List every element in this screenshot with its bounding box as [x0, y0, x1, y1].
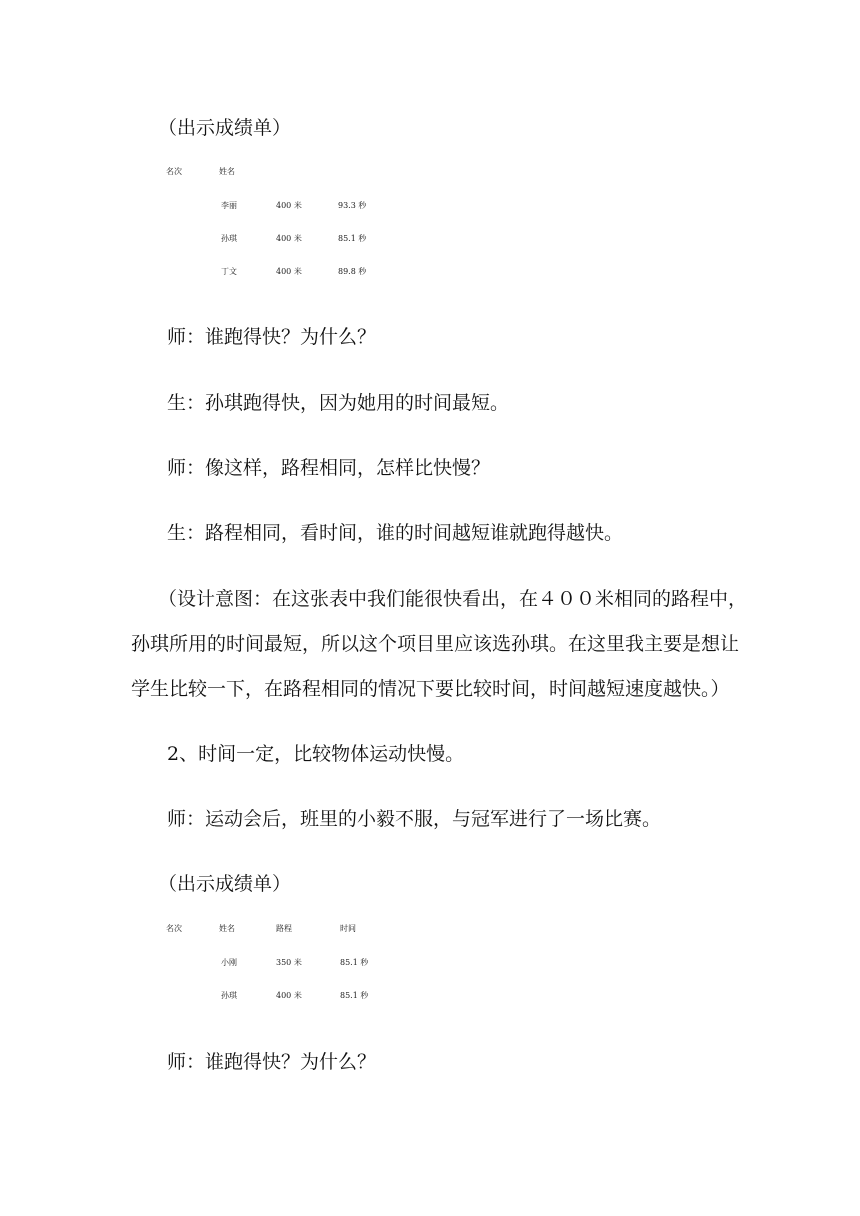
paragraph-teacher-question-2: 师：像这样，路程相同，怎样比快慢？	[167, 457, 491, 479]
table1-cell-time: 85.1 秒	[338, 234, 367, 243]
table1-cell-time: 93.3 秒	[338, 201, 367, 210]
table2-cell-distance: 350 米	[276, 958, 302, 967]
paragraph-teacher-question-3: 师：谁跑得快？为什么？	[167, 1051, 377, 1073]
table1-cell-name: 丁文	[221, 267, 237, 276]
table2-caption: （出示成绩单）	[158, 873, 292, 895]
table1-cell-distance: 400 米	[276, 267, 302, 276]
table1-header-name: 姓名	[219, 167, 235, 176]
table2-header-rank: 名次	[166, 924, 182, 933]
table2-header-time: 时间	[340, 924, 356, 933]
design-intent-line-2: 孙琪所用的时间最短，所以这个项目里应该选孙琪。在这里我主要是想让	[131, 633, 740, 655]
design-intent-line-3: 学生比较一下，在路程相同的情况下要比较时间，时间越短速度越快。）	[131, 678, 730, 700]
table1-caption: （出示成绩单）	[158, 117, 292, 139]
table1-header-rank: 名次	[166, 167, 182, 176]
design-intent-line-1: （设计意图：在这张表中我们能很快看出，在４００米相同的路程中，	[158, 588, 748, 610]
paragraph-student-answer-2: 生：路程相同，看时间，谁的时间越短谁就跑得越快。	[167, 522, 624, 544]
paragraph-student-answer-1: 生：孙琪跑得快，因为她用的时间最短。	[167, 392, 510, 414]
table2-cell-distance: 400 米	[276, 991, 302, 1000]
table1-cell-distance: 400 米	[276, 234, 302, 243]
section-heading: 2、时间一定，比较物体运动快慢。	[167, 743, 465, 765]
table2-header-distance: 路程	[276, 924, 292, 933]
paragraph-teacher-statement: 师：运动会后，班里的小毅不服，与冠军进行了一场比赛。	[167, 808, 662, 830]
table1-cell-time: 89.8 秒	[338, 267, 367, 276]
paragraph-teacher-question-1: 师：谁跑得快？为什么？	[167, 326, 377, 348]
table2-cell-name: 小刚	[221, 958, 237, 967]
table2-cell-time: 85.1 秒	[340, 991, 369, 1000]
table1-cell-name: 孙琪	[221, 234, 237, 243]
table2-cell-time: 85.1 秒	[340, 958, 369, 967]
table2-header-name: 姓名	[219, 924, 235, 933]
table1-cell-name: 李丽	[221, 201, 237, 210]
table1-cell-distance: 400 米	[276, 201, 302, 210]
table2-cell-name: 孙琪	[221, 991, 237, 1000]
